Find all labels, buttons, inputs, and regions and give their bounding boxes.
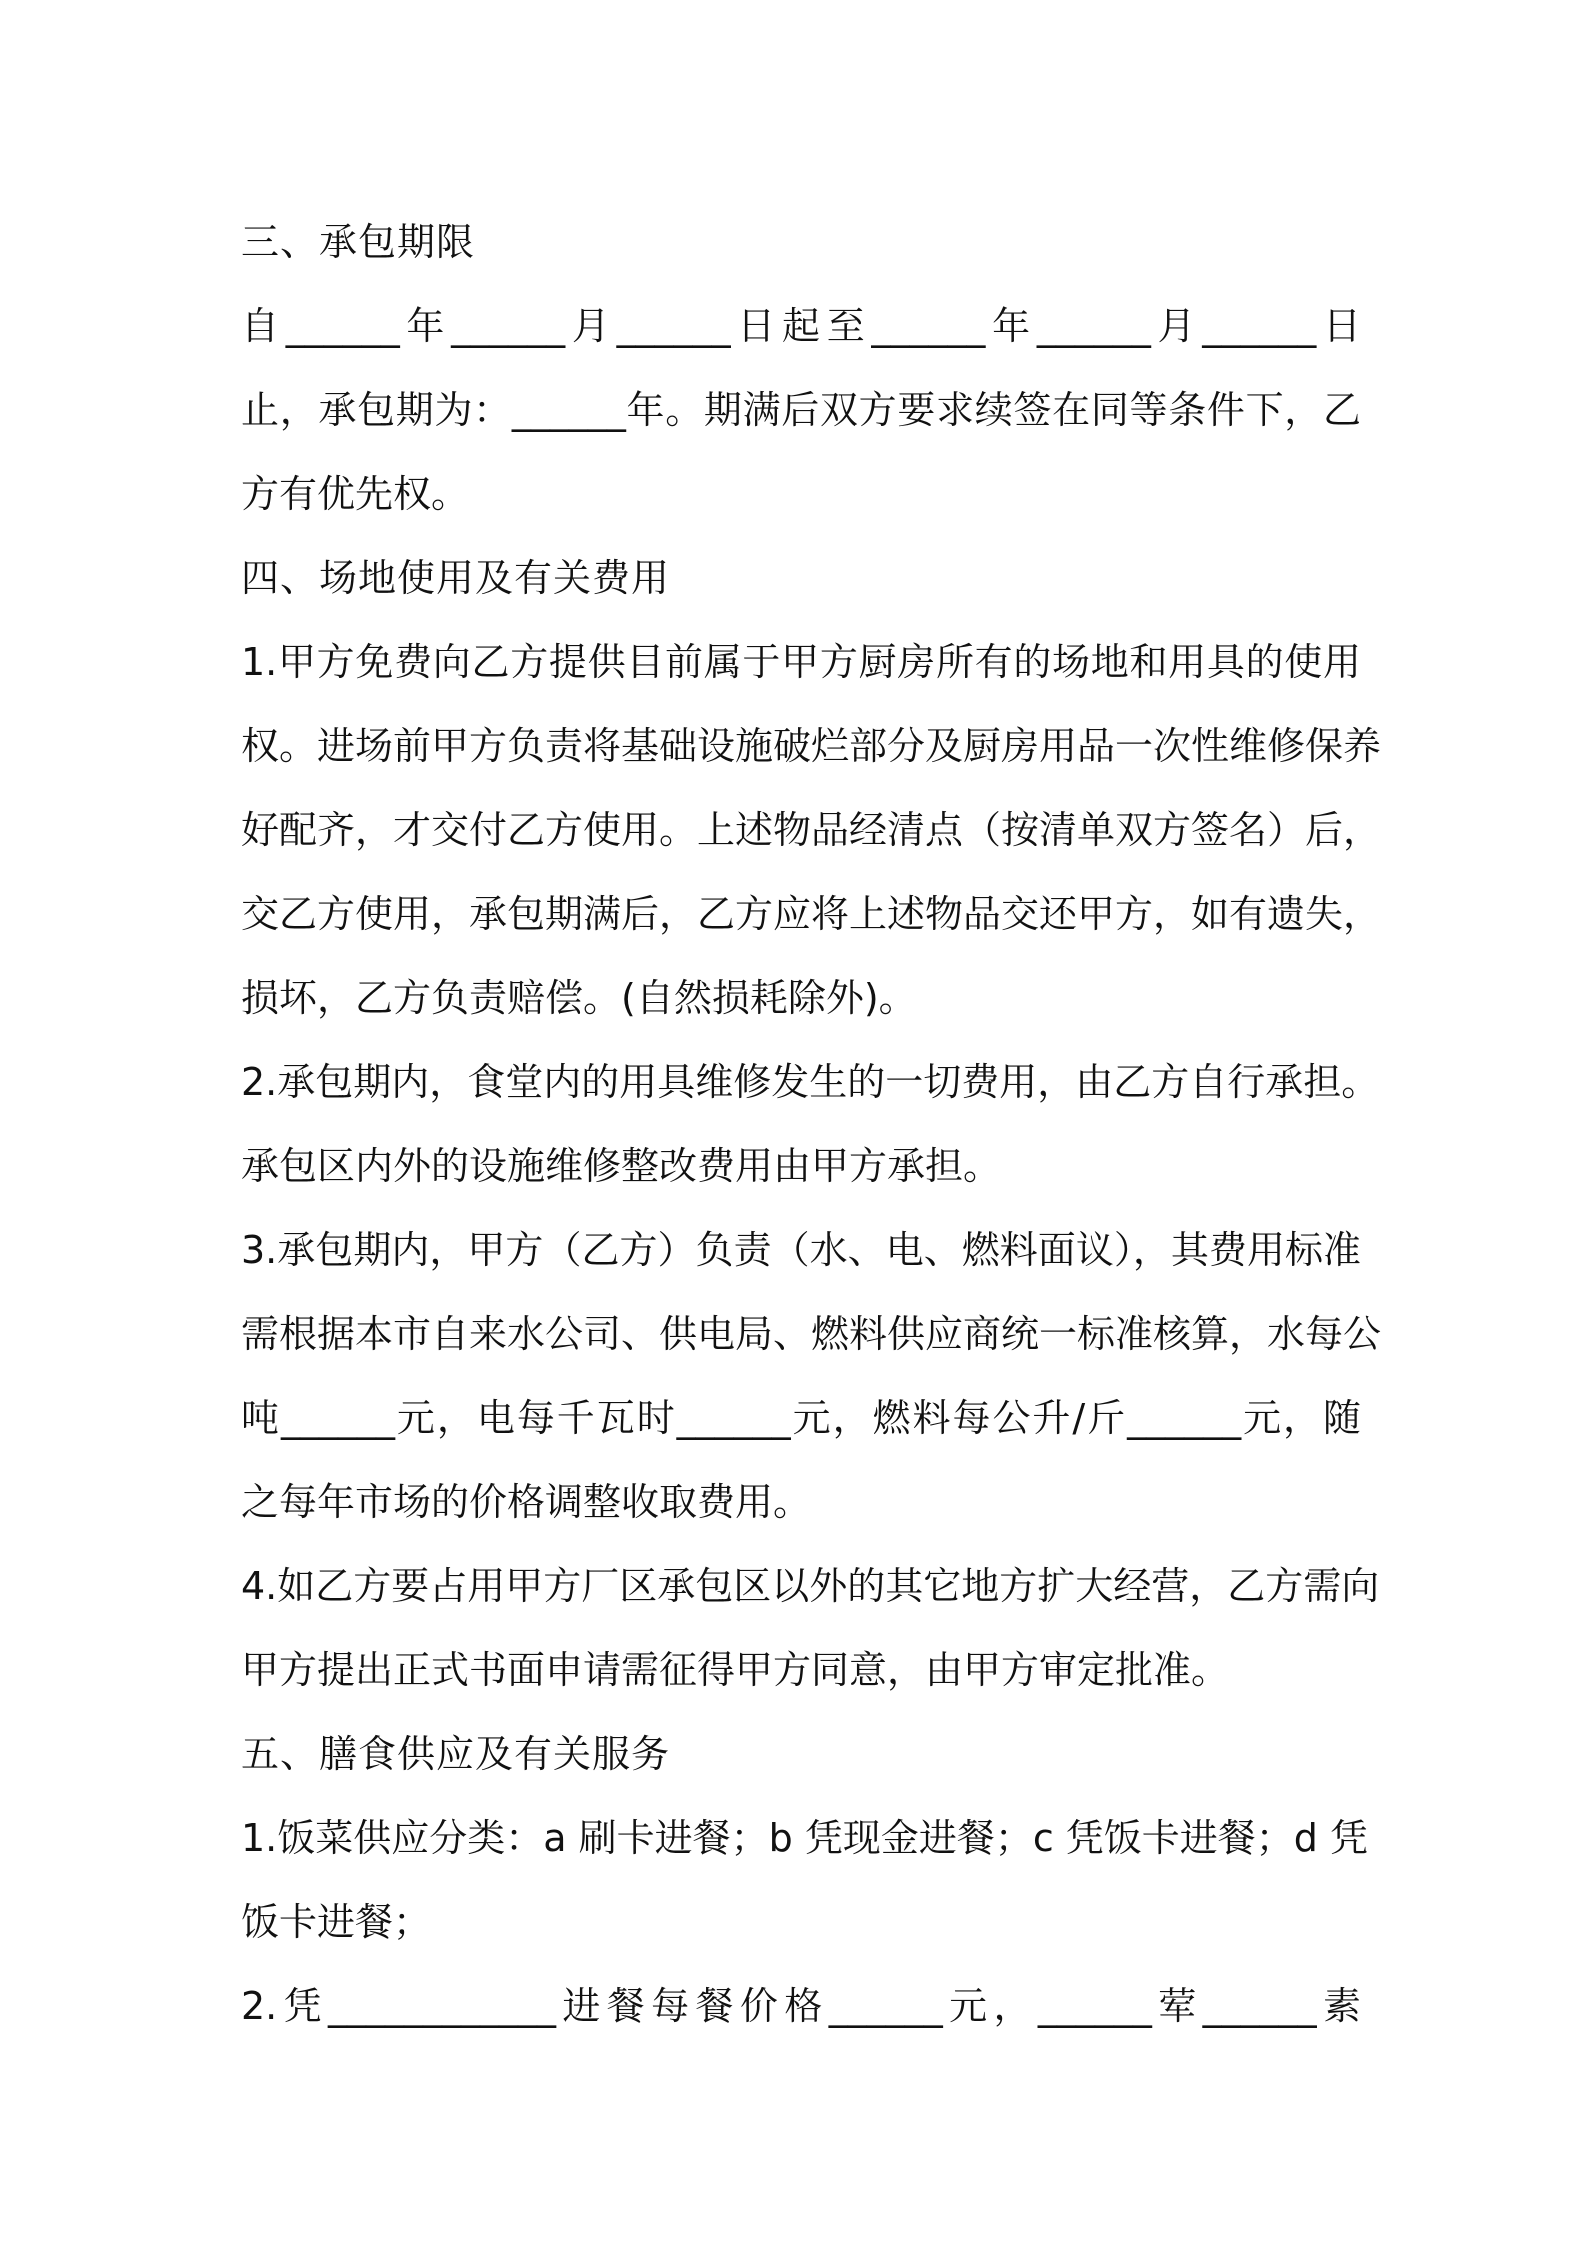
paragraph-line: 权。进场前甲方负责将基础设施破烂部分及厨房用品一次性维修保养	[241, 724, 1382, 768]
paragraph-line: 需根据本市自来水公司、供电局、燃料供应商统一标准核算，水每公	[241, 1312, 1382, 1356]
paragraph-line: 吨______元，电每千瓦时______元，燃料每公升/斤______元，随	[241, 1396, 1361, 1440]
paragraph-line: 4.如乙方要占用甲方厂区承包区以外的其它地方扩大经营，乙方需向	[241, 1564, 1380, 1608]
paragraph-line: 交乙方使用，承包期满后，乙方应将上述物品交还甲方，如有遗失，	[241, 892, 1382, 936]
paragraph-line: 2.凭____________进餐每餐价格______元，______荤______素	[241, 1984, 1361, 2028]
paragraph-line: 损坏，乙方负责赔偿。(自然损耗除外)。	[241, 976, 917, 1020]
section-heading-meals: 五、膳食供应及有关服务	[241, 1732, 671, 1776]
paragraph-line: 止，承包期为：______年。期满后双方要求续签在同等条件下，乙	[241, 388, 1361, 432]
paragraph-line: 2.承包期内，食堂内的用具维修发生的一切费用，由乙方自行承担。	[241, 1060, 1380, 1104]
section-heading-term: 三、承包期限	[241, 220, 476, 264]
paragraph-line: 饭卡进餐；	[241, 1900, 432, 1944]
paragraph-line: 3.承包期内，甲方（乙方）负责（水、电、燃料面议），其费用标准	[241, 1228, 1361, 1272]
paragraph-line: 之每年市场的价格调整收取费用。	[241, 1480, 812, 1524]
paragraph-line: 好配齐，才交付乙方使用。上述物品经清点（按清单双方签名）后，	[241, 808, 1382, 852]
paragraph-line: 甲方提出正式书面申请需征得甲方同意，由甲方审定批准。	[241, 1648, 1230, 1692]
paragraph-line: 方有优先权。	[241, 472, 470, 516]
section-heading-venue: 四、场地使用及有关费用	[241, 556, 671, 600]
contract-body	[241, 200, 1382, 2048]
paragraph-line: 承包区内外的设施维修整改费用由甲方承担。	[241, 1144, 1002, 1188]
paragraph-line: 自______年______月______日起至______年______月______日	[241, 304, 1361, 348]
paragraph-line: 1.甲方免费向乙方提供目前属于甲方厨房所有的场地和用具的使用	[241, 640, 1361, 684]
paragraph-line: 1.饭菜供应分类：a 刷卡进餐；b 凭现金进餐；c 凭饭卡进餐；d 凭	[241, 1816, 1368, 1860]
